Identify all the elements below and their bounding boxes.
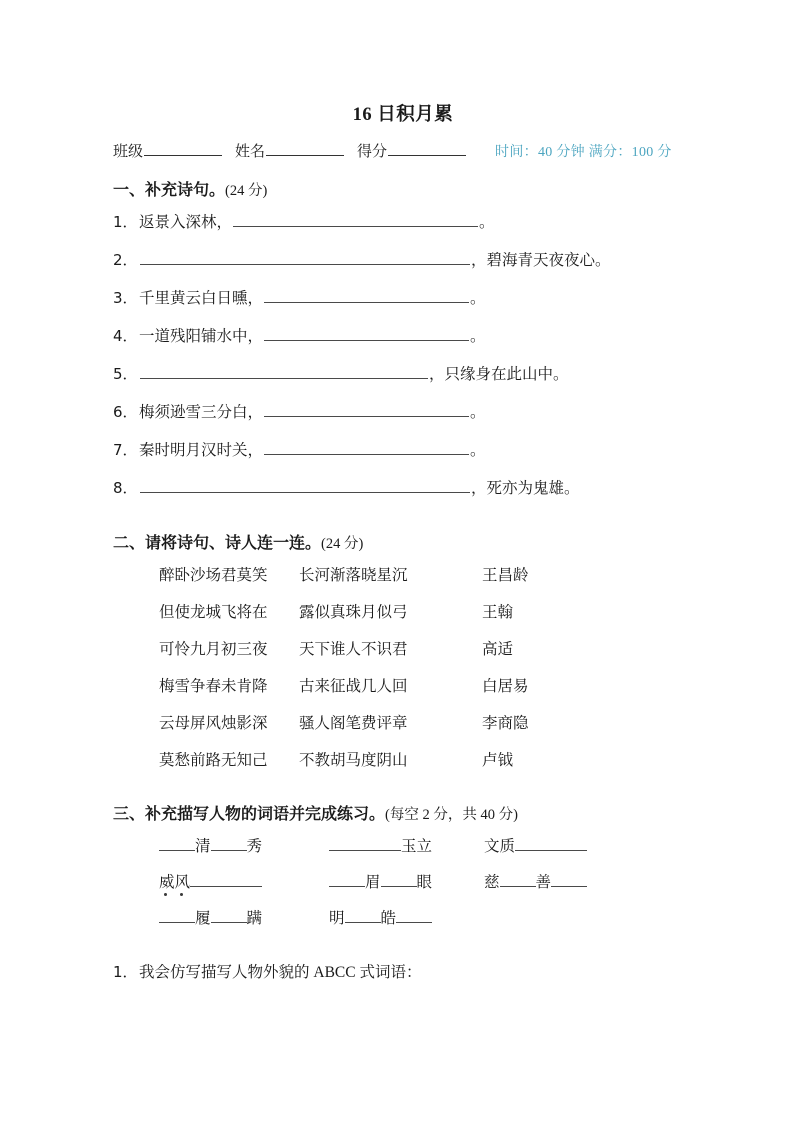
poem-item-number: 5． [113, 365, 138, 383]
page-title: 16 日积月累 [352, 105, 454, 125]
section-3-points: (每空 2 分，共 40 分) [385, 807, 518, 823]
matching-poet[interactable]: 白居易 [482, 678, 529, 695]
poem-item [113, 324, 693, 362]
poem-item [113, 362, 693, 400]
poem-item [113, 476, 693, 514]
word-answer-blank[interactable] [500, 872, 536, 887]
poem-answer-blank[interactable] [264, 288, 469, 303]
poem-item [113, 286, 693, 324]
matching-poet[interactable]: 王昌龄 [482, 567, 529, 584]
word-idiom [159, 906, 329, 928]
section-1-title: 一、补充诗句。 [113, 180, 226, 199]
class-label: 班级 [113, 144, 144, 160]
poem-item-lead: 一道残阳铺水中， [139, 328, 264, 345]
poem-item-tail: 。 [479, 214, 495, 231]
word-known-chars: 眼 [416, 874, 433, 891]
matching-row [113, 563, 693, 600]
matching-verse-middle[interactable]: 古来征战几人回 [299, 678, 408, 695]
name-label: 姓名 [235, 144, 266, 160]
matching-verse-left[interactable]: 莫愁前路无知己 [159, 752, 268, 769]
word-known-chars: 文质 [484, 838, 516, 855]
poem-item-number: 6． [113, 403, 138, 421]
word-known-chars: 眉 [365, 874, 381, 891]
word-known-chars: 威风 [159, 874, 191, 891]
matching-row [113, 748, 693, 785]
matching-verse-left[interactable]: 但使龙城飞将在 [159, 604, 268, 621]
poem-item-number: 7． [113, 441, 138, 459]
matching-verse-left[interactable]: 云母屏风烛影深 [159, 715, 268, 732]
poem-item-lead: 梅须逊雪三分白， [139, 404, 264, 421]
word-idiom [329, 870, 484, 892]
word-answer-blank[interactable] [381, 872, 417, 887]
section-1-points: (24 分) [225, 183, 268, 199]
name-blank[interactable] [266, 141, 344, 156]
matching-verse-middle[interactable]: 骚人阁笔费评章 [299, 715, 408, 732]
section-3-heading [113, 801, 693, 824]
word-idiom [484, 870, 654, 892]
word-row [113, 906, 693, 942]
word-answer-blank[interactable] [226, 872, 262, 887]
word-idiom [329, 834, 484, 856]
word-answer-blank[interactable] [551, 836, 587, 851]
exam-meta: 时间：40 分钟 满分：100 分 [495, 145, 672, 160]
word-known-chars: 清 [195, 838, 211, 855]
word-known-chars: 慈 [484, 874, 500, 891]
poem-item-number: 3． [113, 289, 138, 307]
sub-question-list [113, 960, 693, 982]
poem-item-number: 2． [113, 251, 138, 269]
word-answer-blank[interactable] [551, 872, 587, 887]
matching-row [113, 600, 693, 637]
poem-answer-blank[interactable] [140, 364, 428, 379]
word-known-chars: 皓 [380, 910, 397, 927]
word-known-chars: 秀 [246, 838, 263, 855]
word-answer-blank[interactable] [159, 908, 195, 923]
matching-verse-middle[interactable]: 长河渐落晓星沉 [299, 567, 408, 584]
poem-item [113, 210, 693, 248]
poem-item [113, 438, 693, 476]
poem-item [113, 400, 693, 438]
poem-item-lead: 千里黄云白日曛， [139, 290, 264, 307]
poem-answer-blank[interactable] [264, 326, 469, 341]
poem-item-tail: ，碧海青天夜夜心。 [471, 252, 611, 269]
poem-item-lead: 返景入深林， [139, 214, 233, 231]
word-answer-blank[interactable] [345, 908, 381, 923]
poem-item-tail: 。 [470, 328, 486, 345]
section-3-title: 三、补充描写人物的词语并完成练习。 [113, 804, 386, 823]
student-info-row [113, 140, 693, 161]
word-answer-blank[interactable] [396, 908, 432, 923]
word-idiom [484, 834, 654, 856]
matching-row [113, 711, 693, 748]
poem-item [113, 248, 693, 286]
matching-verse-middle[interactable]: 不教胡马度阴山 [299, 752, 408, 769]
word-completion-grid [113, 834, 693, 942]
sub-question-text: 我会仿写描写人物外貌的 ABCC 式词语： [139, 964, 422, 981]
matching-poet[interactable]: 卢钺 [482, 752, 514, 769]
emphasis-dot [164, 893, 167, 896]
poem-item-tail: 。 [470, 442, 486, 459]
page-content [113, 100, 693, 982]
score-blank[interactable] [388, 141, 466, 156]
word-answer-blank[interactable] [365, 836, 401, 851]
poem-item-tail: 。 [470, 290, 486, 307]
word-idiom [159, 834, 329, 856]
score-label: 得分 [357, 144, 388, 160]
word-known-chars: 履 [195, 910, 211, 927]
matching-verse-left[interactable]: 可怜九月初三夜 [159, 641, 268, 658]
word-known-chars: 玉立 [401, 838, 433, 855]
word-answer-blank[interactable] [190, 872, 226, 887]
matching-poet[interactable]: 李商隐 [482, 715, 529, 732]
poem-item-tail: ，死亦为鬼雄。 [471, 480, 580, 497]
poem-answer-blank[interactable] [264, 440, 469, 455]
word-known-chars: 明 [329, 910, 345, 927]
section-2-points: (24 分) [321, 536, 364, 552]
word-known-chars: 蹒 [246, 910, 263, 927]
word-answer-blank[interactable] [329, 836, 365, 851]
poem-answer-blank[interactable] [140, 478, 470, 493]
word-row [113, 834, 693, 870]
poem-answer-blank[interactable] [140, 250, 470, 265]
matching-verse-middle[interactable]: 露似真珠月似弓 [299, 604, 408, 621]
word-idiom [329, 906, 484, 928]
matching-exercise [113, 563, 693, 785]
sub-question-number: 1． [113, 963, 138, 981]
name-field[interactable] [235, 140, 344, 161]
word-answer-blank[interactable] [211, 908, 247, 923]
section-1-heading [113, 177, 693, 200]
word-row [113, 870, 693, 906]
class-blank[interactable] [144, 141, 222, 156]
poem-item-number: 1． [113, 213, 138, 231]
poem-answer-blank[interactable] [264, 402, 469, 417]
poem-fill-list [113, 210, 693, 514]
word-answer-blank[interactable] [159, 836, 195, 851]
poem-item-number: 4． [113, 327, 138, 345]
poem-item-lead: 秦时明月汉时关， [139, 442, 264, 459]
class-field[interactable] [113, 140, 222, 161]
score-field[interactable] [357, 140, 466, 161]
sub-question [113, 960, 693, 982]
matching-row [113, 674, 693, 711]
word-known-chars: 善 [535, 874, 552, 891]
poem-answer-blank[interactable] [233, 212, 478, 227]
section-2-title: 二、请将诗句、诗人连一连。 [113, 533, 322, 552]
matching-row [113, 637, 693, 674]
matching-verse-middle[interactable]: 天下谁人不识君 [299, 641, 408, 658]
matching-poet[interactable]: 高适 [482, 641, 514, 658]
matching-verse-left[interactable]: 醉卧沙场君莫笑 [159, 567, 268, 584]
section-2-heading [113, 530, 693, 553]
emphasis-marked-chars [159, 870, 190, 892]
word-answer-blank[interactable] [515, 836, 551, 851]
word-idiom [159, 870, 329, 892]
emphasis-dot [180, 893, 183, 896]
poem-item-tail: 。 [470, 404, 486, 421]
word-answer-blank[interactable] [329, 872, 365, 887]
poem-item-number: 8． [113, 479, 138, 497]
matching-poet[interactable]: 王翰 [482, 604, 514, 621]
poem-item-tail: ，只缘身在此山中。 [429, 366, 569, 383]
word-answer-blank[interactable] [211, 836, 247, 851]
matching-verse-left[interactable]: 梅雪争春未肯降 [159, 678, 268, 695]
